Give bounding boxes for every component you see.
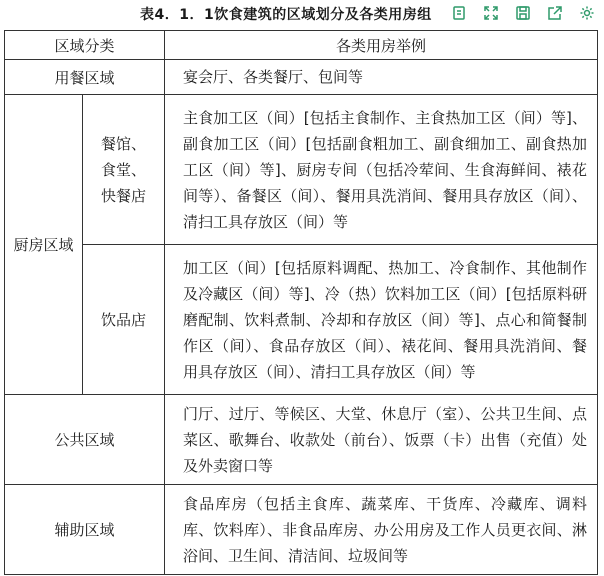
table-title: 表4．1．1饮食建筑的区域划分及各类用房组 (140, 7, 432, 23)
expand-icon[interactable] (480, 2, 502, 24)
table-row (5, 60, 598, 95)
copy-icon[interactable] (448, 2, 470, 24)
save-icon[interactable] (512, 2, 534, 24)
title-bar (0, 0, 604, 26)
header-rooms: 各类用房举例 (165, 31, 598, 60)
rooms-restaurant: 主食加工区（间）[包括主食制作、主食热加工区（间）等]、副食加工区（间）[包括副食粗加工、副食细加工、副食热加工区（间）等]、厨房专间（包括冷荤间、生食海鲜间、裱花间等）、备餐区（间）、餐用具洗消间、餐用具存放区（间）、清扫工具存放区（间）等 (165, 95, 598, 245)
zone-kitchen: 厨房区域 (5, 95, 83, 395)
subzone-restaurant: 餐馆、食堂、快餐店 (83, 95, 165, 245)
toolbar (444, 2, 598, 24)
table-row (5, 485, 598, 575)
rooms-dining: 宴会厅、各类餐厅、包间等 (165, 60, 598, 95)
table-row (5, 245, 598, 395)
zone-table (4, 30, 598, 575)
rooms-public: 门厅、过厅、等候区、大堂、休息厅（室）、公共卫生间、点菜区、歌舞台、收款处（前台）、饭票（卡）出售（充值）处及外卖窗口等 (165, 395, 598, 485)
zone-auxiliary: 辅助区域 (5, 485, 165, 575)
zone-dining: 用餐区域 (5, 60, 165, 95)
table-row (5, 395, 598, 485)
table-row (5, 95, 598, 245)
header-row (5, 31, 598, 60)
rooms-auxiliary: 食品库房（包括主食库、蔬菜库、干货库、冷藏库、调料库、饮料库）、非食品库房、办公用房及工作人员更衣间、淋浴间、卫生间、清洁间、垃圾间等 (165, 485, 598, 575)
settings-icon[interactable] (576, 2, 598, 24)
subzone-drinks: 饮品店 (83, 245, 165, 395)
rooms-drinks: 加工区（间）[包括原料调配、热加工、冷食制作、其他制作及冷藏区（间）等]、冷（热）饮料加工区（间）[包括原料研磨配制、饮料煮制、冷却和存放区（间）等]、点心和简餐制作区（间）、食品存放区（间）、裱花间、餐用具洗消间、餐用具存放区（间）、清扫工具存放区（间）等 (165, 245, 598, 395)
header-zone: 区域分类 (5, 31, 165, 60)
share-icon[interactable] (544, 2, 566, 24)
zone-public: 公共区域 (5, 395, 165, 485)
